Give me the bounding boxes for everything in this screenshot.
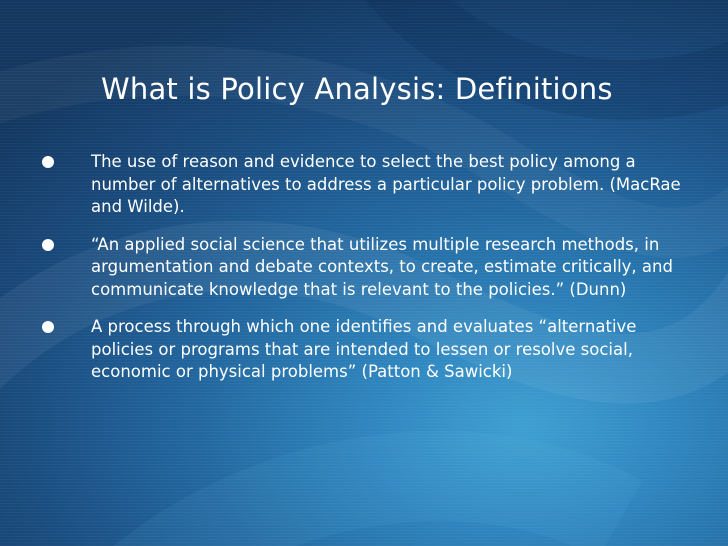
bullet-dot-icon [42, 321, 54, 333]
bullet-item [42, 151, 684, 219]
bullet-item [42, 316, 684, 384]
bullet-dot-icon [42, 156, 54, 168]
slide-title: What is Policy Analysis: Definitions [101, 72, 613, 106]
bullet-list [42, 151, 684, 399]
bullet-text: The use of reason and evidence to select the best policy among a number of alternatives to address a particular policy problem. (MacRae and Wilde). [91, 152, 681, 216]
bullet-item [42, 234, 684, 302]
bullet-text: A process through which one identifies and evaluates “alternative policies or programs that are intended to lessen or resolve social, economic or physical problems” (Patton & Sawicki) [91, 317, 637, 381]
bullet-text: “An applied social science that utilizes multiple research methods, in argumentation and debate contexts, to create, estimate critically, and communicate knowledge that is relevant to the policies.” (Dunn) [91, 234, 673, 299]
bullet-dot-icon [42, 239, 54, 251]
